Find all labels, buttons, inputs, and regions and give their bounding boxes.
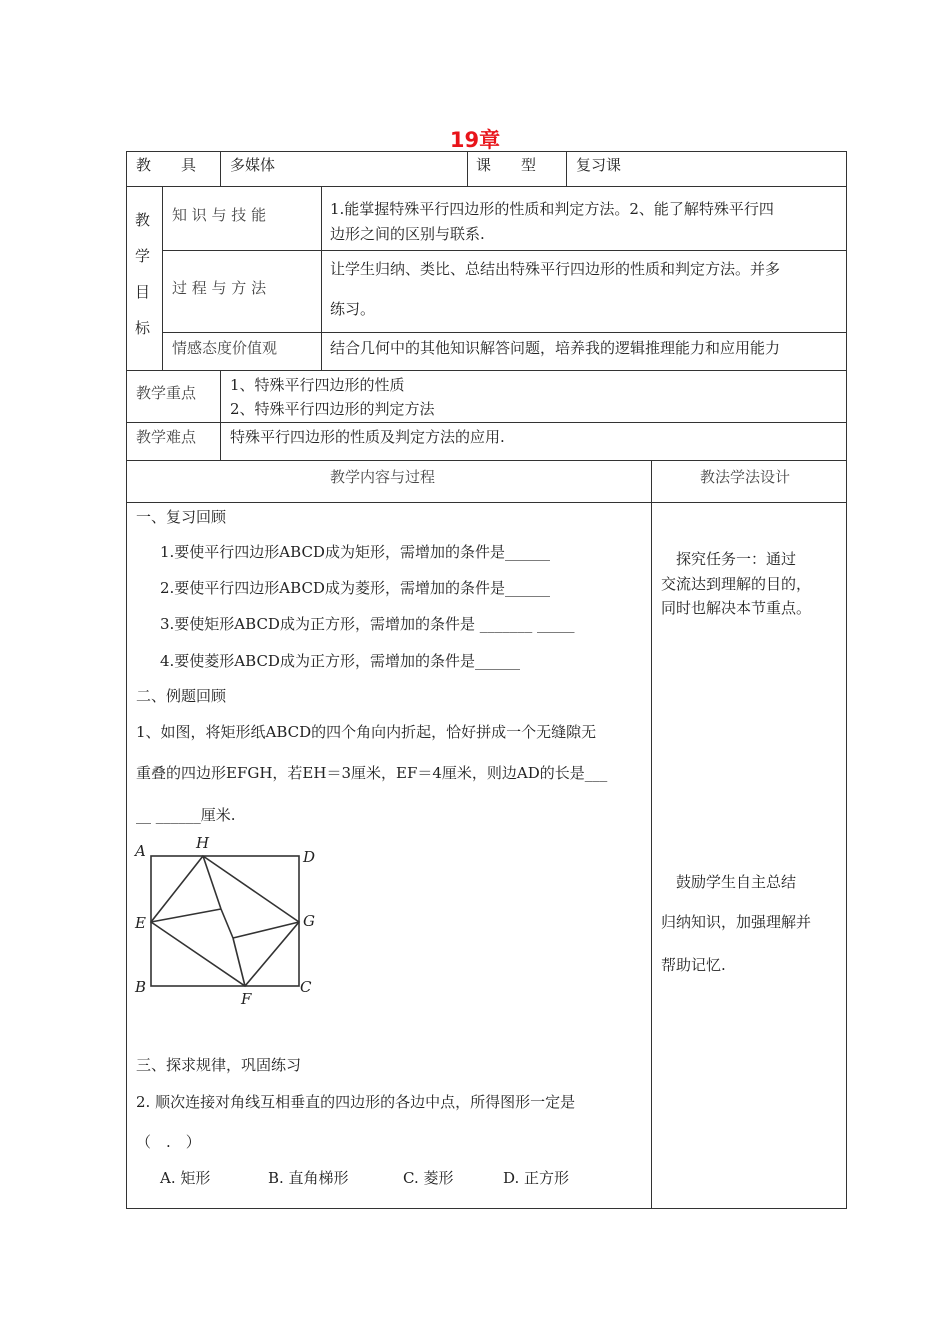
knowledge-text: 边形之间的区别与联系. bbox=[330, 225, 485, 243]
method-note: 帮助记忆. bbox=[661, 956, 726, 974]
option-a: A. 矩形 bbox=[160, 1169, 211, 1187]
method-note: 同时也解决本节重点。 bbox=[661, 599, 812, 617]
method-note: 探究任务一：通过 bbox=[661, 550, 797, 568]
emotion-text: 结合几何中的其他知识解答问题，培养我的逻辑推理能力和应用能力 bbox=[330, 339, 781, 357]
point-label-b: B bbox=[135, 978, 147, 996]
row-divider bbox=[162, 250, 847, 251]
col-divider bbox=[220, 151, 221, 186]
row-divider bbox=[126, 502, 847, 503]
col-divider bbox=[651, 460, 652, 1209]
type-label: 课 型 bbox=[476, 156, 537, 174]
method-note: 归纳知识，加强理解并 bbox=[661, 913, 812, 931]
col-divider bbox=[220, 370, 221, 460]
fold-line bbox=[233, 922, 299, 938]
review-item: 2.要使平行四边形ABCD成为菱形，需增加的条件是______ bbox=[160, 579, 550, 597]
fold-line bbox=[151, 909, 221, 922]
example-text: 1、如图，将矩形纸ABCD的四个角向内折起，恰好拼成一个无缝隙无 bbox=[136, 723, 597, 741]
col-divider bbox=[467, 151, 468, 186]
difficulty-text: 特殊平行四边形的性质及判定方法的应用. bbox=[230, 428, 505, 446]
objectives-label-char: 学 bbox=[135, 247, 151, 265]
review-item: 3.要使矩形ABCD成为正方形，需增加的条件是 _______ _____ bbox=[160, 615, 575, 633]
practice-heading: 三、探求规律，巩固练习 bbox=[136, 1056, 302, 1074]
folded-rectangle-figure bbox=[130, 832, 330, 1012]
option-b: B. 直角梯形 bbox=[268, 1169, 349, 1187]
quadrilateral-efgh bbox=[151, 856, 299, 986]
process-text: 让学生归纳、类比、总结出特殊平行四边形的性质和判定方法。并多 bbox=[330, 260, 781, 278]
emotion-label: 情感态度价值观 bbox=[172, 339, 278, 357]
example-text: __ ______厘米. bbox=[136, 806, 236, 824]
point-label-h: H bbox=[196, 834, 210, 852]
method-column-header: 教法学法设计 bbox=[700, 468, 791, 486]
type-value: 复习课 bbox=[576, 156, 622, 174]
lesson-plan-table bbox=[126, 151, 847, 1209]
objectives-label-char: 目 bbox=[135, 283, 151, 301]
key-point-item: 2、特殊平行四边形的判定方法 bbox=[230, 400, 435, 418]
question-answer-blank: （ . ） bbox=[136, 1133, 201, 1151]
row-divider bbox=[162, 332, 847, 333]
col-divider bbox=[162, 186, 163, 370]
objectives-label-char: 教 bbox=[135, 211, 151, 229]
method-note: 交流达到理解的目的， bbox=[661, 575, 812, 593]
rectangle-abcd bbox=[151, 856, 299, 986]
objectives-label-char: 标 bbox=[135, 319, 151, 337]
tools-label: 教 具 bbox=[136, 156, 197, 174]
point-label-c: C bbox=[300, 978, 312, 996]
page-title: 19章 bbox=[449, 128, 501, 152]
process-text: 练习。 bbox=[330, 300, 376, 318]
question-text: 2. 顺次连接对角线互相垂直的四边形的各边中点，所得图形一定是 bbox=[136, 1093, 576, 1111]
point-label-a: A bbox=[135, 842, 146, 860]
review-item: 1.要使平行四边形ABCD成为矩形，需增加的条件是______ bbox=[160, 543, 550, 561]
knowledge-text: 1.能掌握特殊平行四边形的性质和判定方法。2、能了解特殊平行四 bbox=[330, 200, 774, 218]
point-label-g: G bbox=[303, 912, 315, 930]
fold-line bbox=[221, 909, 233, 938]
col-divider bbox=[321, 186, 322, 370]
point-label-e: E bbox=[135, 914, 146, 932]
key-points-label: 教学重点 bbox=[136, 384, 197, 402]
method-note: 鼓励学生自主总结 bbox=[661, 873, 797, 891]
point-label-f: F bbox=[241, 990, 252, 1008]
col-divider bbox=[566, 151, 567, 186]
row-divider bbox=[126, 186, 847, 187]
option-c: C. 菱形 bbox=[403, 1169, 454, 1187]
example-heading: 二、例题回顾 bbox=[136, 687, 227, 705]
row-divider bbox=[126, 460, 847, 461]
content-column-header: 教学内容与过程 bbox=[330, 468, 436, 486]
row-divider bbox=[126, 422, 847, 423]
knowledge-label: 知 识 与 技 能 bbox=[172, 206, 267, 224]
row-divider bbox=[126, 370, 847, 371]
example-text: 重叠的四边形EFGH，若EH＝3厘米，EF＝4厘米，则边AD的长是___ bbox=[136, 764, 608, 782]
option-d: D. 正方形 bbox=[503, 1169, 570, 1187]
point-label-d: D bbox=[303, 848, 316, 866]
difficulty-label: 教学难点 bbox=[136, 428, 197, 446]
review-heading: 一、复习回顾 bbox=[136, 508, 227, 526]
key-point-item: 1、特殊平行四边形的性质 bbox=[230, 376, 405, 394]
tools-value: 多媒体 bbox=[230, 156, 276, 174]
process-label: 过 程 与 方 法 bbox=[172, 279, 267, 297]
fold-line bbox=[203, 856, 221, 909]
review-item: 4.要使菱形ABCD成为正方形，需增加的条件是______ bbox=[160, 652, 520, 670]
